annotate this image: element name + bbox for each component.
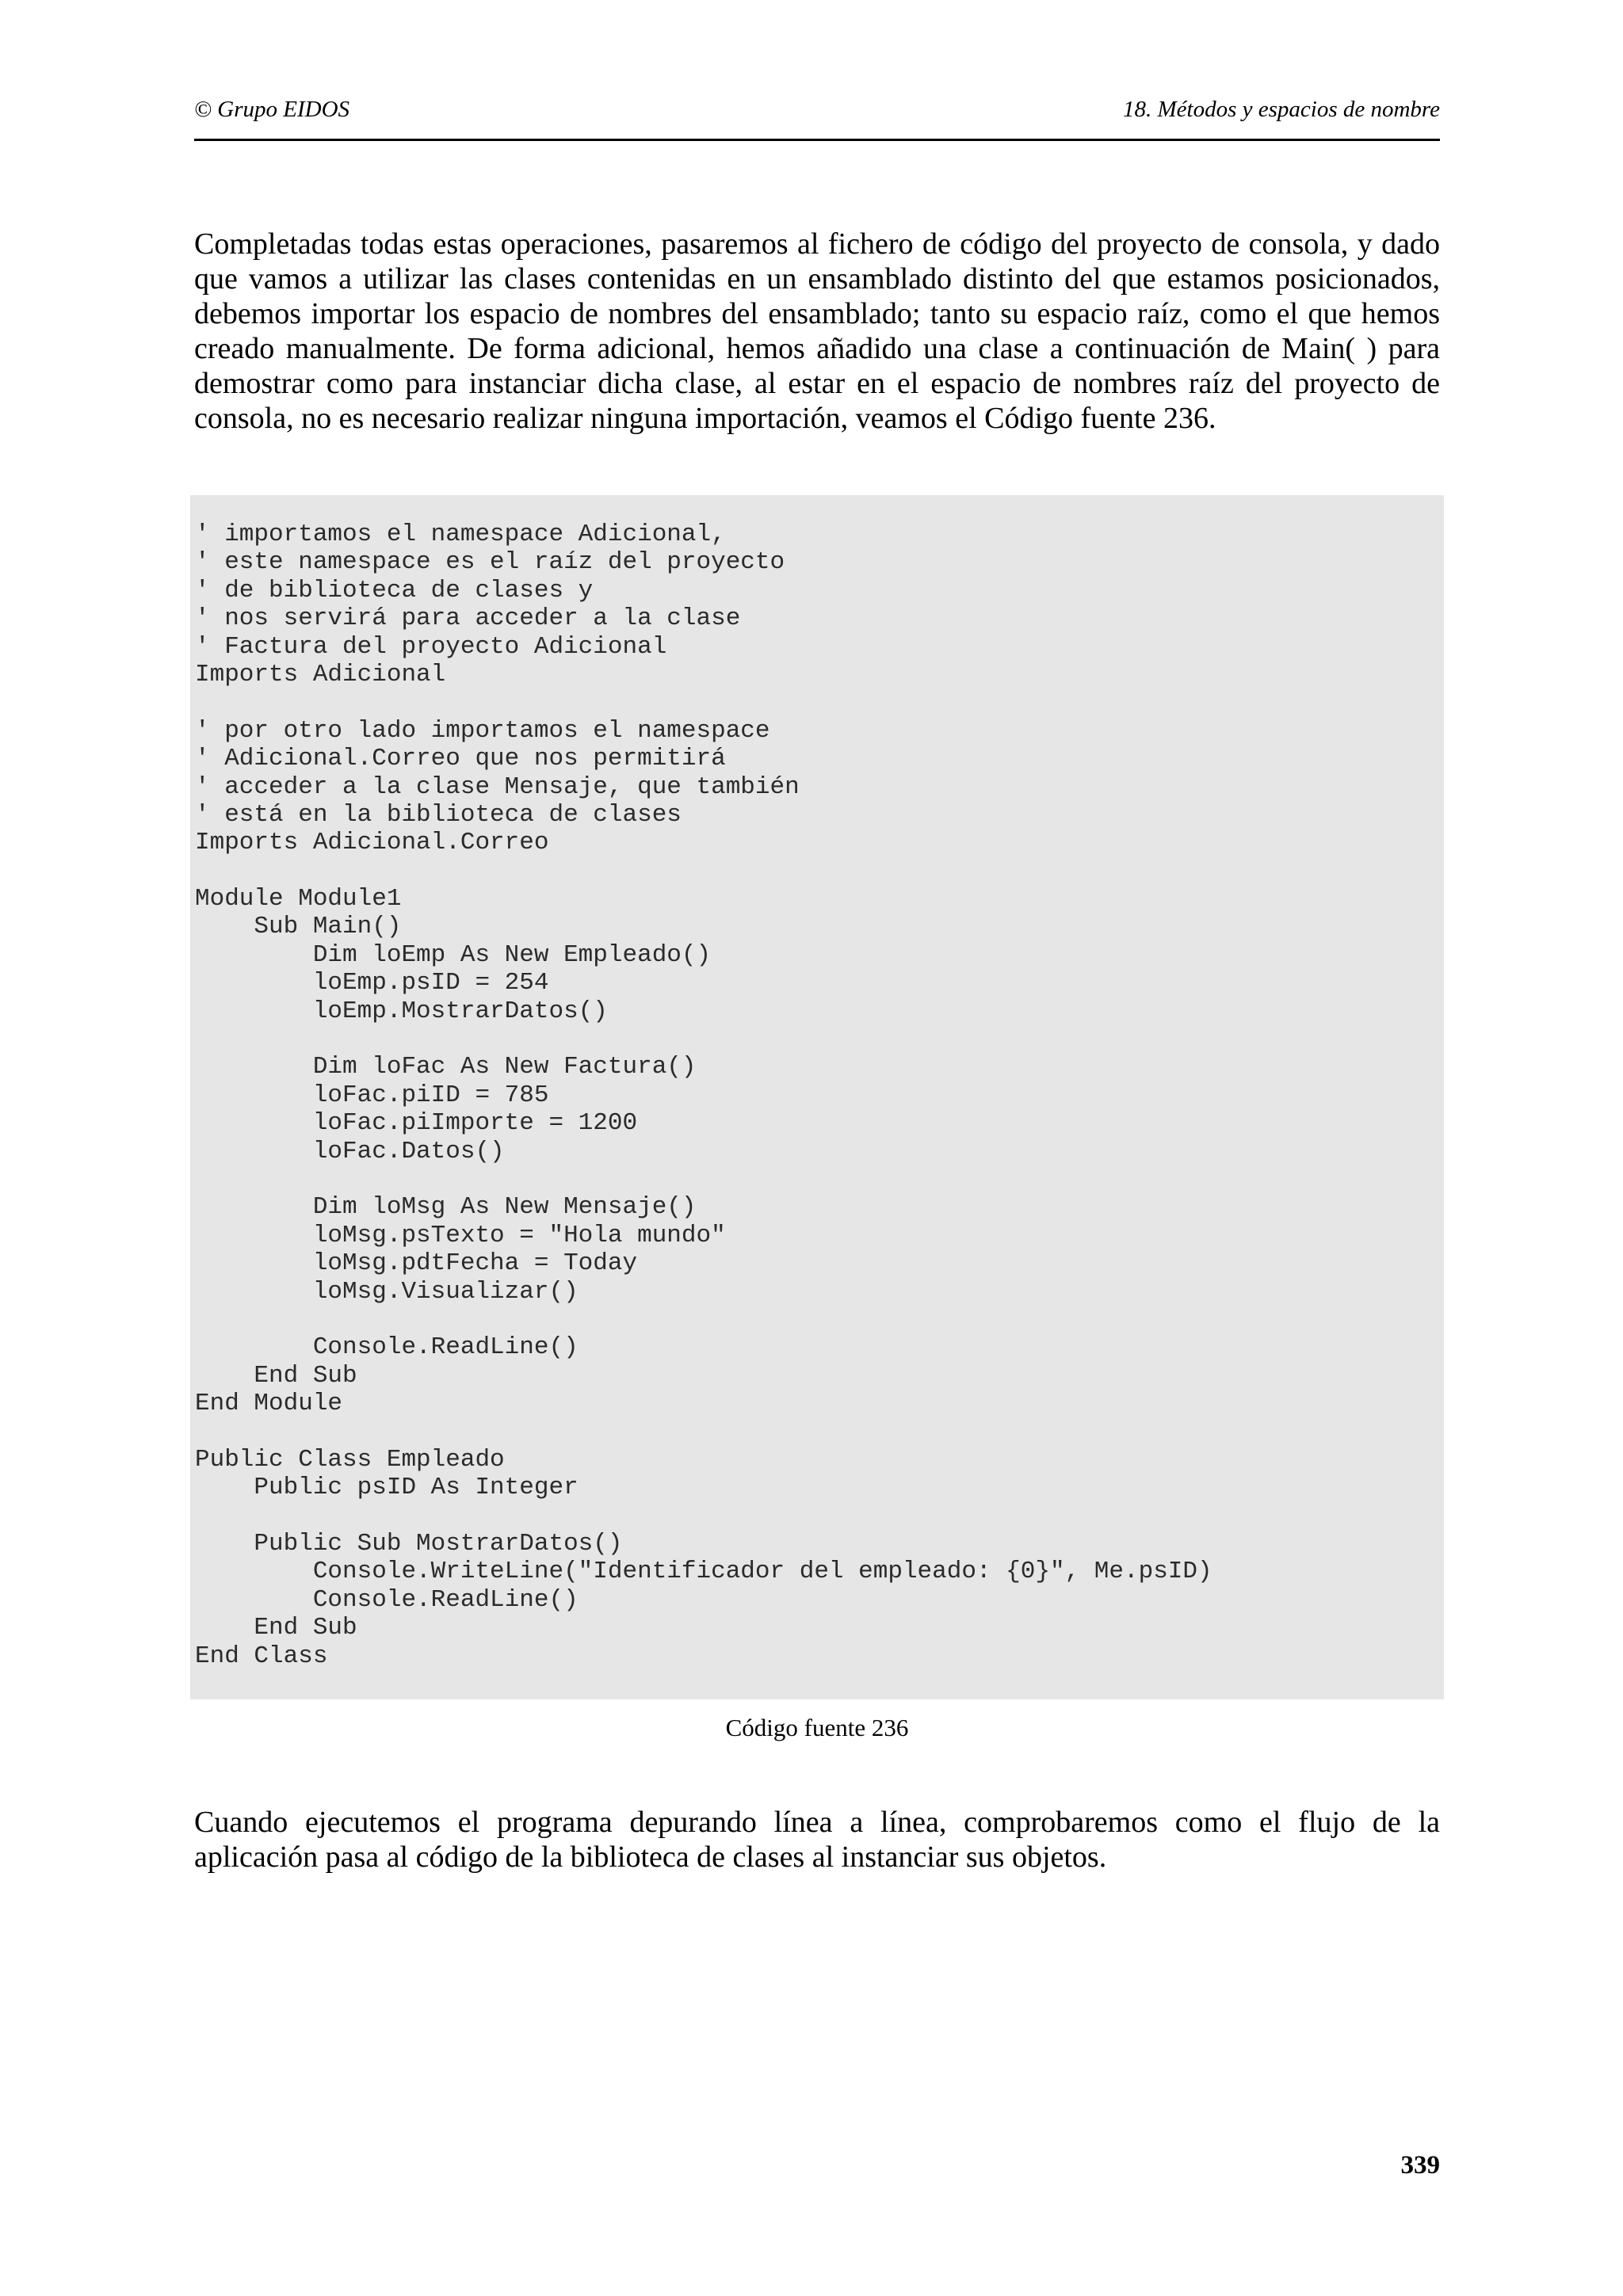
code-line: ' de biblioteca de clases y: [195, 576, 594, 605]
code-line: [195, 1165, 1212, 1193]
code-line: Dim loEmp As New Empleado(): [195, 940, 712, 969]
code-line: Sub Main(): [195, 913, 402, 941]
closing-paragraph: Cuando ejecutemos el programa depurando línea a línea, comprobaremos como el flujo de la aplicación pasa al código de la biblioteca de clases al instanciar sus objetos.: [194, 1806, 1440, 1874]
code-line: ' acceder a la clase Mensaje, que también: [195, 772, 800, 801]
code-line: End Sub: [195, 1614, 357, 1642]
code-line: ' Factura del proyecto Adicional: [195, 632, 667, 661]
code-line: loMsg.psTexto = "Hola mundo": [195, 1221, 726, 1249]
code-line: ' nos servirá para acceder a la clase: [195, 605, 741, 633]
code-line: Console.ReadLine(): [195, 1333, 579, 1362]
code-line: ' este namespace es el raíz del proyecto: [195, 548, 785, 577]
chapter-title: 18. Métodos y espacios de nombre: [1122, 97, 1440, 122]
code-line: ' importamos el namespace Adicional,: [195, 521, 726, 548]
code-line: [195, 1025, 1212, 1053]
code-line: [195, 1306, 1212, 1333]
code-line: [195, 857, 1212, 885]
code-line: End Class: [195, 1642, 328, 1670]
code-line: End Module: [195, 1390, 343, 1418]
code-line: loMsg.Visualizar(): [195, 1277, 579, 1306]
page-number: 339: [1400, 2151, 1440, 2180]
publisher-label: © Grupo EIDOS: [194, 97, 350, 122]
code-lines: [195, 521, 1212, 1670]
code-line: loEmp.psID = 254: [195, 969, 549, 997]
code-line: Public psID As Integer: [195, 1474, 579, 1502]
code-line: [195, 1502, 1212, 1530]
code-line: ' está en la biblioteca de clases: [195, 800, 682, 829]
code-line: End Sub: [195, 1361, 357, 1390]
intro-paragraph: Completadas todas estas operaciones, pasaremos al fichero de código del proyecto de consola, y dado que vamos a utilizar las clases contenidas en un ensamblado distinto del que estamos posicionados, debemos importar los espacio de nombres del ensamblado; tanto su espacio raíz, como el que hemos creado manualmente. De forma adicional, hemos añadido una clase a continuación de Main( ) para demostrar como para instanciar dicha clase, al estar en el espacio de nombres raíz del proyecto de consola, no es necesario realizar ninguna importación, veamos el Código fuente 236.: [194, 227, 1440, 435]
code-listing: [190, 495, 1444, 1699]
code-line: loFac.Datos(): [195, 1137, 505, 1165]
code-line: Public Sub MostrarDatos(): [195, 1530, 623, 1558]
code-line: ' Adicional.Correo que nos permitirá: [195, 745, 726, 773]
code-line: Imports Adicional: [195, 660, 446, 688]
code-line: Dim loMsg As New Mensaje(): [195, 1193, 697, 1222]
code-line: loFac.piImporte = 1200: [195, 1109, 638, 1138]
header-divider: [194, 139, 1440, 141]
code-line: loEmp.MostrarDatos(): [195, 997, 608, 1025]
code-line: loFac.piID = 785: [195, 1081, 549, 1109]
code-line: loMsg.pdtFecha = Today: [195, 1249, 638, 1278]
page-header: [194, 93, 1440, 125]
code-line: Public Class Empleado: [195, 1445, 505, 1474]
code-line: Module Module1: [195, 885, 402, 913]
code-line: ' por otro lado importamos el namespace: [195, 716, 770, 745]
code-line: [195, 688, 1212, 716]
code-line: Console.WriteLine("Identificador del empleado: {0}", Me.psID): [195, 1558, 1212, 1586]
code-line: Console.ReadLine(): [195, 1585, 579, 1614]
code-line: Dim loFac As New Factura(): [195, 1053, 697, 1081]
code-caption: Código fuente 236: [725, 1714, 909, 1741]
code-line: [195, 1418, 1212, 1446]
code-line: Imports Adicional.Correo: [195, 829, 549, 857]
